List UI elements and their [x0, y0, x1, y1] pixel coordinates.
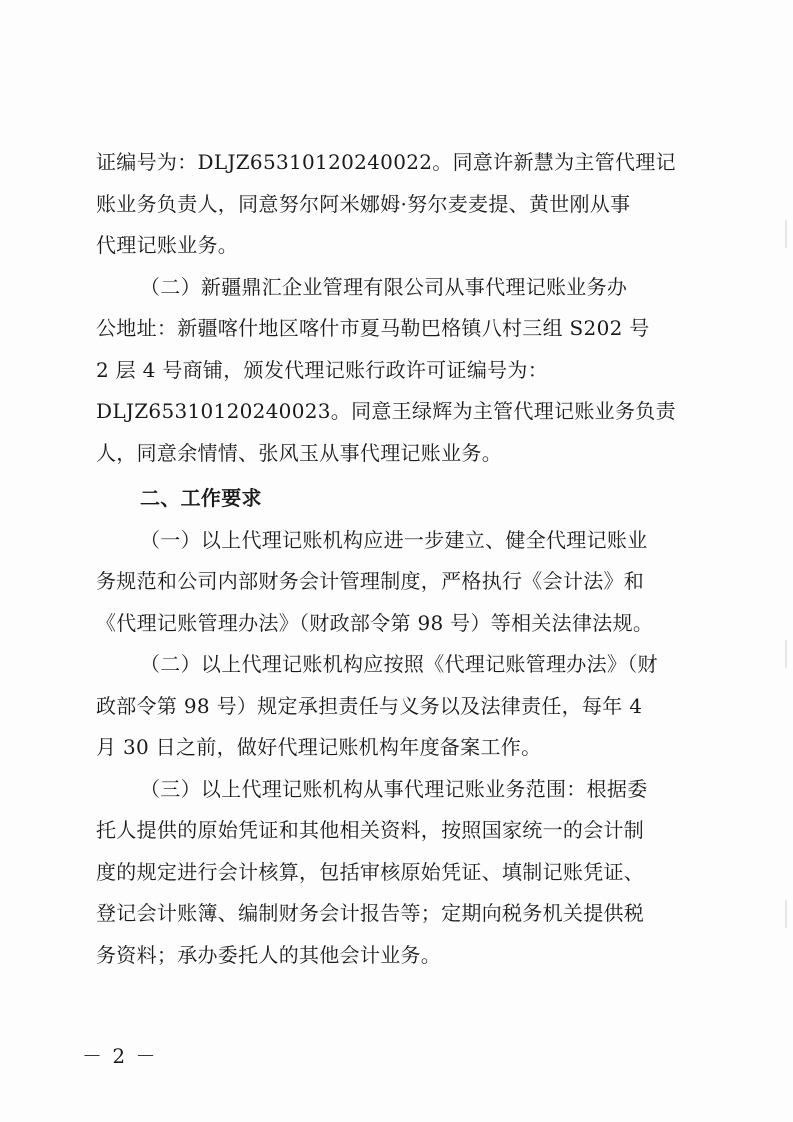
paragraph-line: 务规范和公司内部财务会计管理制度，严格执行《会计法》和 [96, 569, 645, 593]
paragraph-line: 2 层 4 号商铺，颁发代理记账行政许可证编号为： [96, 357, 549, 382]
paragraph-line: 度的规定进行会计核算，包括审核原始凭证、填制记账凭证、 [96, 859, 645, 884]
paragraph-line: 《代理记账管理办法》（财政部令第 98 号）等相关法律法规。 [96, 610, 654, 635]
paragraph-line: 人，同意余情情、张风玉从事代理记账业务。 [96, 440, 502, 465]
scan-artifact [785, 220, 787, 248]
paragraph-line: （二）以上代理记账机构应按照《代理记账管理办法》（财 [140, 652, 658, 676]
document-body [96, 142, 694, 976]
paragraph-line: （一）以上代理记账机构应进一步建立、健全代理记账业 [140, 527, 648, 552]
paragraph-line: 政部令第 98 号）规定承担责任与义务以及法律责任，每年 4 [96, 693, 643, 718]
page-number: － 2 － [82, 1044, 158, 1068]
paragraph-line: 登记会计账簿、编制财务会计报告等；定期向税务机关提供税 [96, 901, 645, 925]
scan-artifact [785, 640, 787, 668]
paragraph-line: 证编号为：DLJZ65310120240022。同意许新慧为主管代理记 [96, 150, 676, 174]
paragraph-line: （二）新疆鼎汇企业管理有限公司从事代理记账业务办 [140, 274, 628, 299]
paragraph-line: 月 30 日之前，做好代理记账机构年度备案工作。 [96, 735, 542, 759]
paragraph-line: 务资料；承办委托人的其他会计业务。 [96, 942, 442, 967]
paragraph-line: 公地址：新疆喀什地区喀什市夏马勒巴格镇八村三组 S202 号 [96, 316, 650, 340]
paragraph-line: 代理记账业务。 [96, 233, 239, 257]
paragraph-line: （三）以上代理记账机构从事代理记账业务范围：根据委 [140, 776, 648, 801]
paragraph-line: 托人提供的原始凭证和其他相关资料，按照国家统一的会计制 [96, 818, 645, 842]
paragraph-line: 账业务负责人，同意努尔阿米娜姆·努尔麦麦提、黄世刚从事 [96, 191, 631, 216]
section-heading: 二、工作要求 [140, 486, 262, 510]
scan-artifact [785, 900, 787, 928]
paragraph-line: DLJZ65310120240023。同意王绿辉为主管代理记账业务负责 [96, 399, 676, 423]
